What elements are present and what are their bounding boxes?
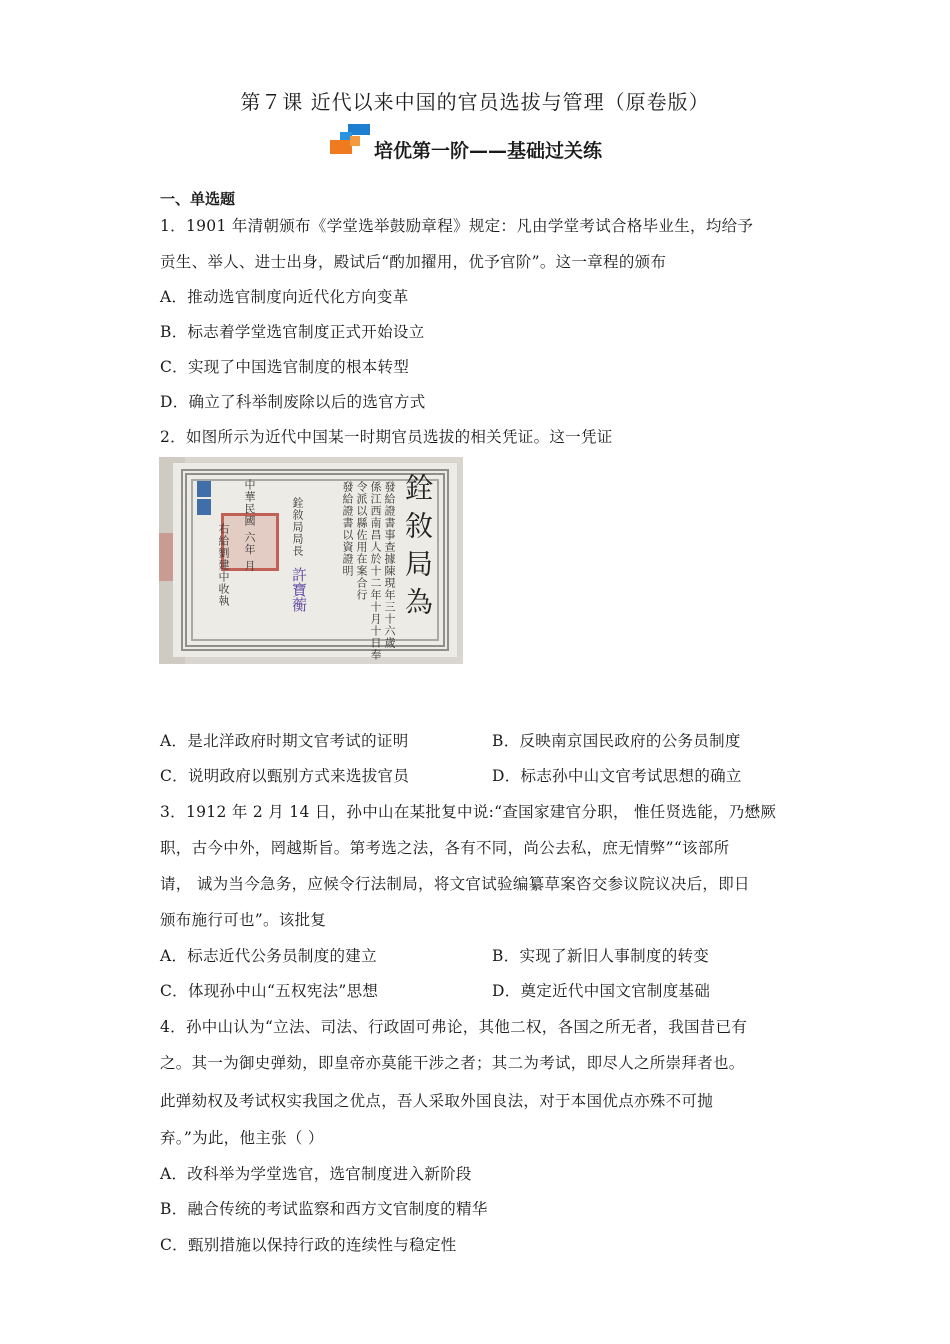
q4-option-b[interactable]: B．融合传统的考试监察和西方文官制度的精华 bbox=[160, 1200, 488, 1218]
q4-stem-line2: 之。其一为御史弹劾，即皇帝亦莫能干涉之者；其二为考试，即尽人之所崇拜者也。 bbox=[160, 1054, 745, 1072]
cert-text-col1: 發給證書事查據陳現年三十六歲 bbox=[383, 481, 396, 649]
cert-text-col3: 令派以縣佐用在案合行 bbox=[355, 481, 368, 601]
q1-option-a[interactable]: A．推动选官制度向近代化方向变革 bbox=[160, 288, 409, 306]
q1-option-c[interactable]: C．实现了中国选官制度的根本转型 bbox=[160, 358, 410, 376]
q1-option-b[interactable]: B．标志着学堂选官制度正式开始设立 bbox=[160, 323, 425, 341]
q2-stem-line1: 2．如图所示为近代中国某一时期官员选拔的相关凭证。这一凭证 bbox=[160, 428, 613, 446]
q2-option-a[interactable]: A．是北洋政府时期文官考试的证明 bbox=[160, 732, 409, 750]
q2-option-d[interactable]: D．标志孙中山文官考试思想的确立 bbox=[492, 767, 742, 785]
q3-stem-line4: 颁布施行可也”。该批复 bbox=[160, 911, 327, 929]
q1-stem-line2: 贡生、举人、进士出身，殿试后“酌加擢用，优予官阶”。这一章程的颁布 bbox=[160, 253, 667, 271]
q3-option-b[interactable]: B．实现了新旧人事制度的转变 bbox=[492, 947, 710, 965]
q3-stem-line1: 3．1912 年 2 月 14 日，孙中山在某批复中说:“查国家建官分职， 惟任贤选能，乃懋厥 bbox=[160, 803, 777, 821]
certificate-image bbox=[159, 457, 463, 664]
q3-option-a[interactable]: A．标志近代公务员制度的建立 bbox=[160, 947, 377, 965]
subtitle-banner bbox=[330, 122, 650, 164]
q3-option-c[interactable]: C．体现孙中山“五权宪法”思想 bbox=[160, 982, 379, 1000]
q2-option-b[interactable]: B．反映南京国民政府的公务员制度 bbox=[492, 732, 741, 750]
cert-text-col2: 係江西南昌人於十二年十月十日奉 bbox=[369, 481, 382, 661]
q4-stem-line1: 4．孙中山认为“立法、司法、行政固可弗论，其他二权，各国之所无者，我国昔已有 bbox=[160, 1018, 748, 1036]
blue-revenue-stamp-icon bbox=[197, 499, 211, 515]
cert-text-col4: 發給證書以資證明 bbox=[341, 481, 354, 577]
q4-option-c[interactable]: C．甄别措施以保持行政的连续性与稳定性 bbox=[160, 1236, 457, 1254]
q3-stem-line2: 职，古今中外，罔越斯旨。第考选之法，各有不同，尚公去私，庶无情弊”“该部所 bbox=[160, 839, 730, 857]
blue-revenue-stamp-icon bbox=[197, 481, 211, 497]
stair-logo-icon bbox=[330, 122, 372, 160]
q4-stem-line3: 此弹劾权及考试权实我国之优点，吾人采取外国良法，对于本国优点亦殊不可抛 bbox=[160, 1092, 714, 1110]
section-heading: 一、单选题 bbox=[160, 190, 236, 208]
q2-option-c[interactable]: C．说明政府以甄别方式来选拔官员 bbox=[160, 767, 410, 785]
q3-option-d[interactable]: D．奠定近代中国文官制度基础 bbox=[492, 982, 711, 1000]
q4-option-a[interactable]: A．改科举为学堂选官，选官制度进入新阶段 bbox=[160, 1165, 472, 1183]
cert-official-title: 銓敘局局長 bbox=[291, 497, 304, 557]
cert-heading: 銓敘局為 bbox=[401, 473, 434, 625]
q3-stem-line3: 请， 诚为当今急务，应候令行法制局，将文官试验编纂草案咨交参议院议决后，即日 bbox=[160, 875, 750, 893]
q4-stem-line4: 弃。”为此，他主张（ ） bbox=[160, 1129, 324, 1147]
q1-stem-line1: 1．1901 年清朝颁布《学堂选举鼓励章程》规定：凡由学堂考试合格毕业生，均给予 bbox=[160, 217, 754, 235]
q1-option-d[interactable]: D．确立了科举制废除以后的选官方式 bbox=[160, 393, 426, 411]
page-title: 第７课 近代以来中国的官员选拔与管理（原卷版） bbox=[240, 90, 710, 114]
cert-date-column: 中華民國 六年 月 bbox=[243, 479, 256, 572]
cert-recipient-column: 右給劉建中收執 bbox=[217, 523, 230, 607]
subtitle-text: 培优第一阶——基础过关练 bbox=[374, 140, 603, 162]
cert-signature: 許寶蘅 bbox=[290, 567, 308, 612]
